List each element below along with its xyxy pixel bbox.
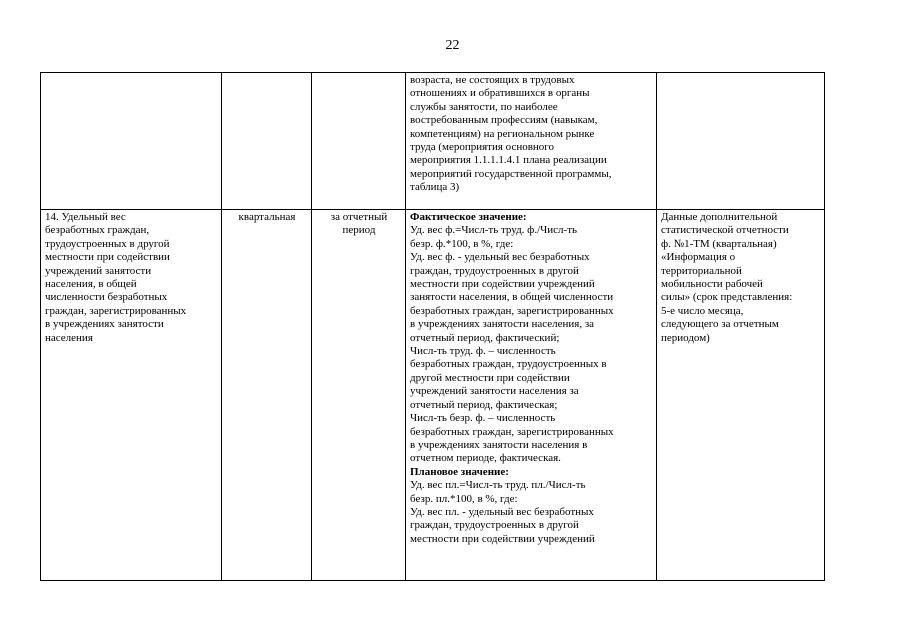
text-line: безработных граждан, зарегистрированных xyxy=(410,425,614,438)
text-line: безр. пл.*100, в %, где: xyxy=(410,492,518,505)
periodicity-cell xyxy=(222,210,312,581)
source-cell-empty xyxy=(657,73,825,210)
text-line: статистической отчетности xyxy=(661,224,789,237)
text-line: отношениях и обратившихся в органы xyxy=(410,87,590,100)
indicator-name-cell xyxy=(41,210,222,581)
data-source-cell xyxy=(657,210,825,581)
text-line: ф. №1-ТМ (квартальная) xyxy=(661,237,777,250)
page-number: 22 xyxy=(445,38,460,53)
calculation-method-cell xyxy=(406,210,657,581)
text-line: Уд. вес пл. - удельный вес безработных xyxy=(410,505,594,518)
text-line: трудоустроенных в другой xyxy=(45,237,170,250)
text-line: граждан, зарегистрированных xyxy=(45,304,187,317)
text-line: 5-е число месяца, xyxy=(661,304,744,317)
table-row-continuation xyxy=(41,73,825,210)
text-line: местности при содействии учреждений xyxy=(410,278,595,291)
text-line: службы занятости, по наиболее xyxy=(410,100,558,113)
text-line: период xyxy=(342,224,376,237)
text-line: возраста, не состоящих в трудовых xyxy=(410,74,575,86)
text-line: безработных граждан, трудоустроенных в xyxy=(410,358,607,371)
text-line: Числ-ть труд. ф. – численность xyxy=(410,345,556,358)
indicator-cell-empty xyxy=(41,73,222,210)
text-line: периодом) xyxy=(661,331,710,344)
actual-value-heading: Фактическое значение: xyxy=(410,211,527,223)
table-row-indicator-14 xyxy=(41,210,825,581)
text-line: отчетном периоде, фактическая. xyxy=(410,452,561,465)
text-line: безр. ф.*100, в %, где: xyxy=(410,237,514,250)
text-line: граждан, трудоустроенных в другой xyxy=(410,264,579,277)
text-line: труда (мероприятия основного xyxy=(410,141,555,154)
reporting-period-cell xyxy=(312,210,406,581)
text-line: местности при содействии учреждений xyxy=(410,532,595,545)
text-line: безработных граждан, зарегистрированных xyxy=(410,304,614,317)
text-line: востребованным профессиям (навыкам, xyxy=(410,114,598,127)
text-line: Уд. вес пл.=Числ-ть труд. пл./Числ-ть xyxy=(410,479,586,492)
text-line: Числ-ть безр. ф. – численность xyxy=(410,412,556,425)
indicators-table xyxy=(40,72,825,581)
text-line: в учреждениях занятости населения, за xyxy=(410,318,595,331)
text-line: «Информация о xyxy=(661,251,736,264)
text-line: мероприятий государственной программы, xyxy=(410,167,612,180)
text-line: Уд. вес ф. - удельный вес безработных xyxy=(410,251,590,264)
text-line: мобильности рабочей xyxy=(661,278,763,291)
text-line: в учреждениях занятости xyxy=(45,318,164,331)
text-line: Уд. вес ф.=Числ-ть труд. ф./Числ-ть xyxy=(410,224,578,237)
text-line: следующего за отчетным xyxy=(661,318,779,331)
text-line: компетенциям) на региональном рынке xyxy=(410,127,595,140)
text-line: мероприятия 1.1.1.1.4.1 плана реализации xyxy=(410,154,607,167)
period-cell-empty xyxy=(312,73,406,210)
text-line: таблица 3) xyxy=(410,181,460,194)
text-line: учреждений занятости xyxy=(45,264,152,277)
text-line: территориальной xyxy=(661,264,742,277)
text-line: численности безработных xyxy=(45,291,168,304)
text-line: отчетный период, фактическая; xyxy=(410,398,558,411)
text-line: занятости населения, в общей численности xyxy=(410,291,614,304)
text-line: 14. Удельный вес xyxy=(45,211,126,223)
periodicity-value: квартальная xyxy=(238,211,296,223)
text-line: местности при содействии xyxy=(45,251,170,264)
text-line: Данные дополнительной xyxy=(661,211,778,223)
text-line: населения xyxy=(45,331,93,344)
planned-value-heading: Плановое значение: xyxy=(410,465,509,478)
text-line: учреждений занятости населения за xyxy=(410,385,579,398)
text-line: в учреждениях занятости населения в xyxy=(410,438,588,451)
text-line: другой местности при содействии xyxy=(410,371,570,384)
periodicity-cell-empty xyxy=(222,73,312,210)
text-line: граждан, трудоустроенных в другой xyxy=(410,519,579,532)
text-line: безработных граждан, xyxy=(45,224,150,237)
text-line: населения, в общей xyxy=(45,278,137,291)
text-line: за отчетный xyxy=(330,211,388,223)
description-cell xyxy=(406,73,657,210)
text-line: отчетный период, фактический; xyxy=(410,331,560,344)
text-line: силы» (срок представления: xyxy=(661,291,793,304)
